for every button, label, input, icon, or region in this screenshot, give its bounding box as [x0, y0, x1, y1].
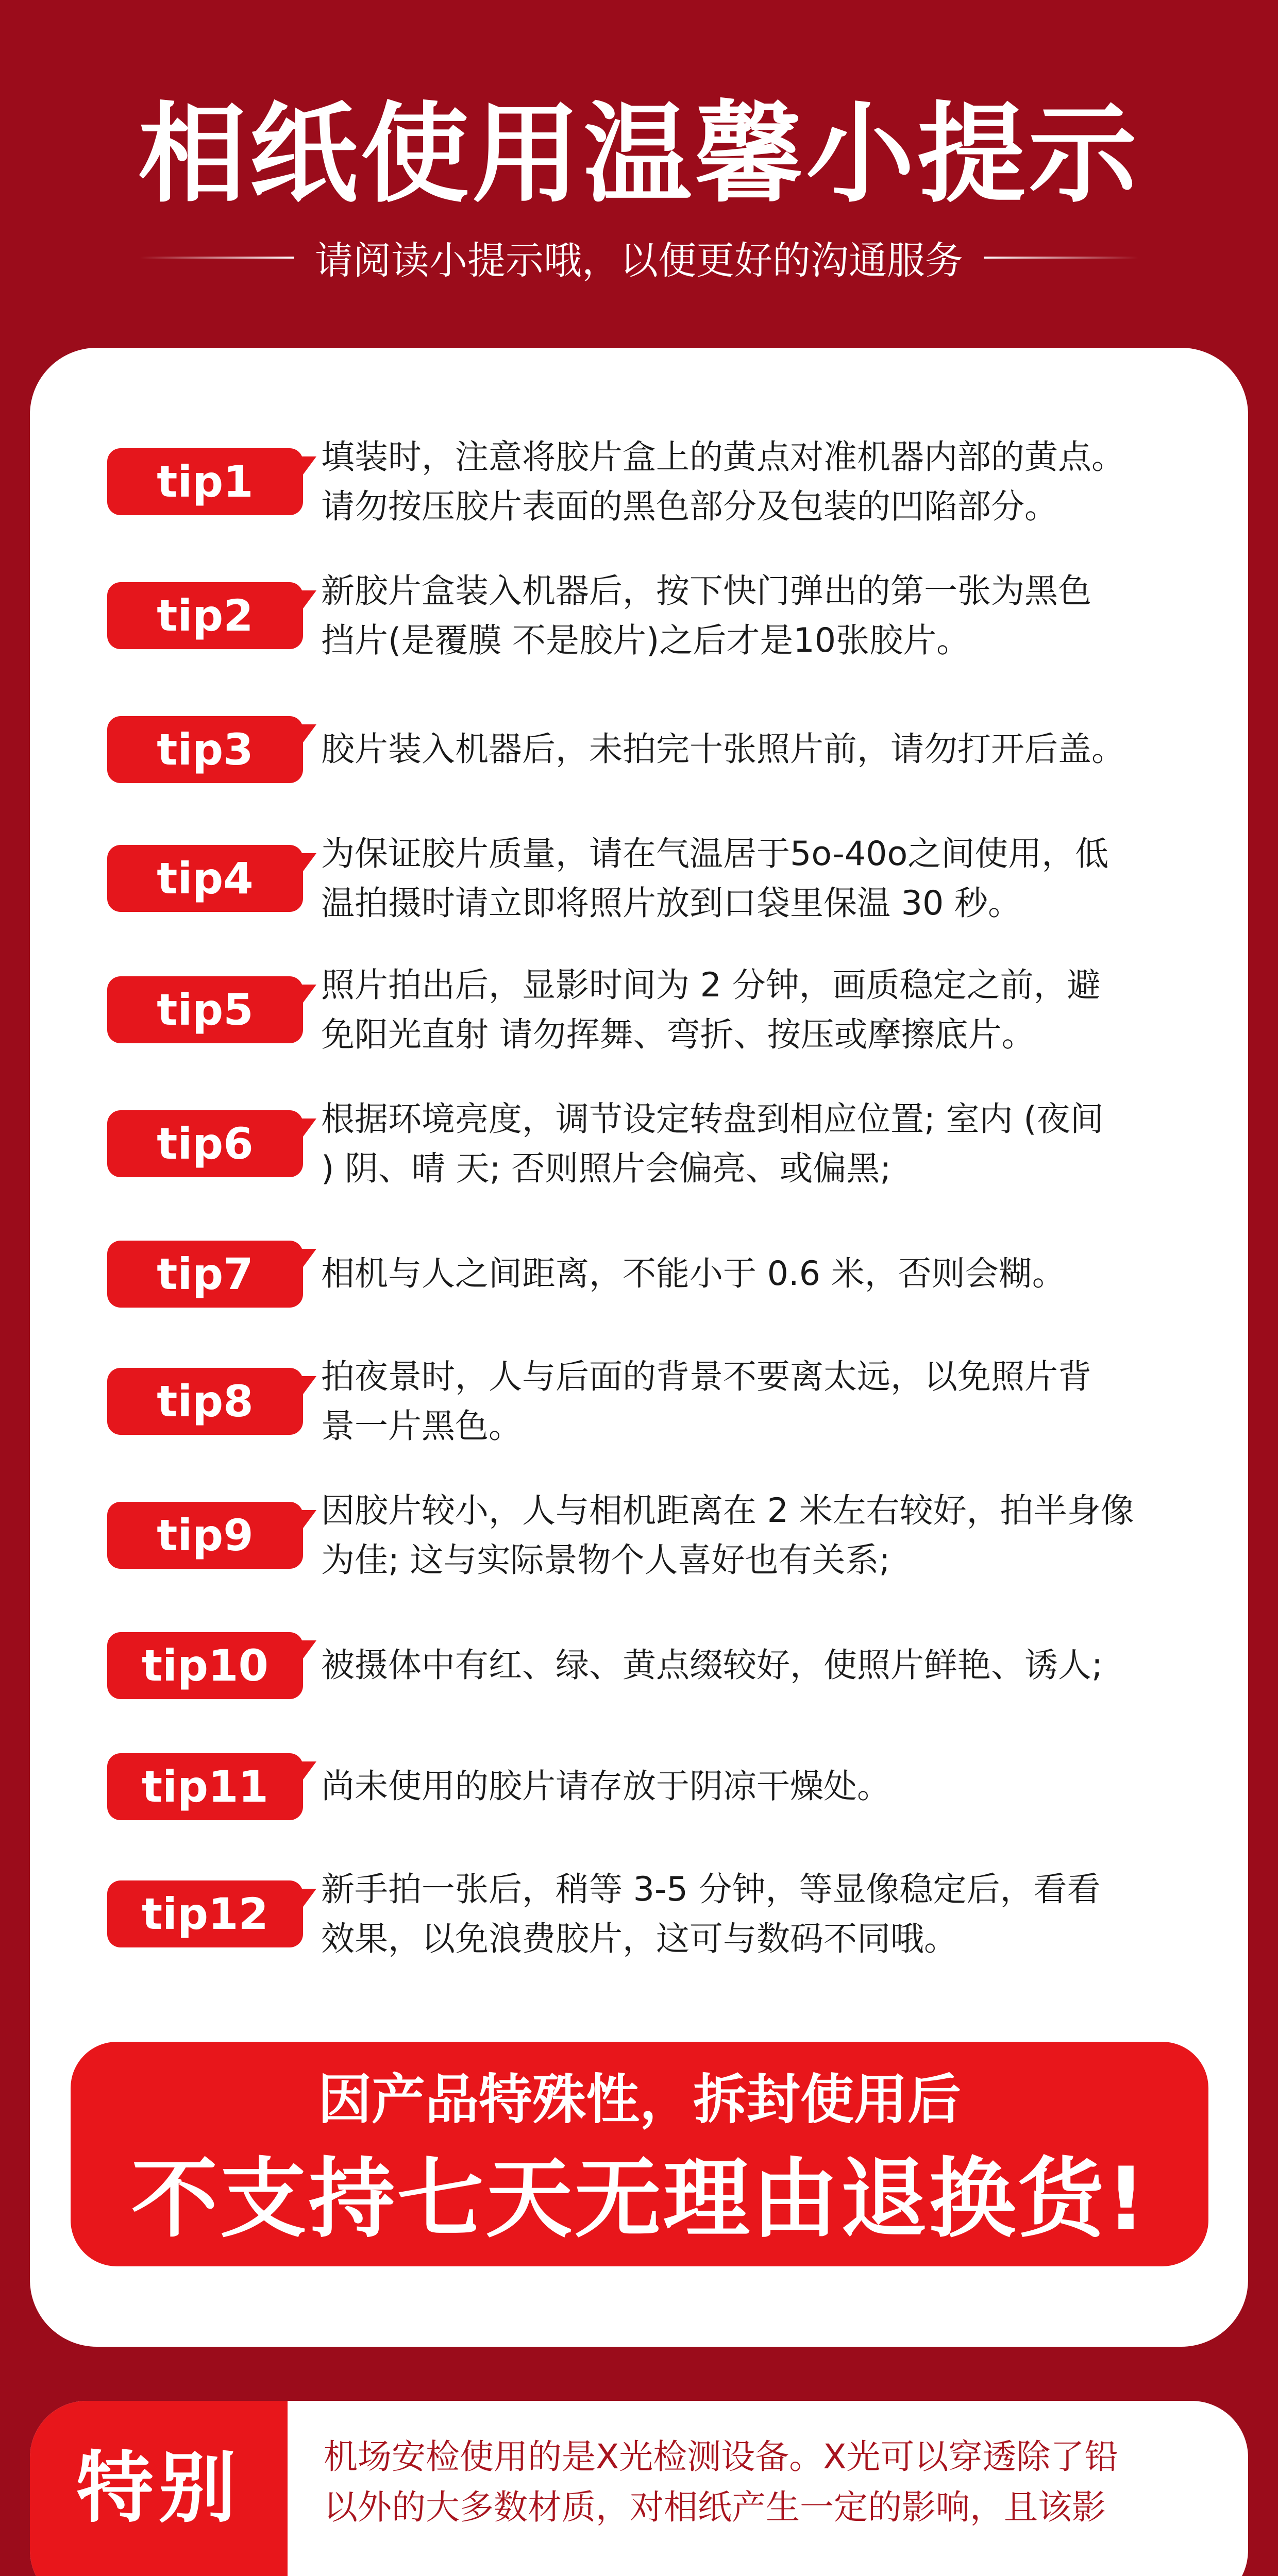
tip-badge: tip9 [107, 1502, 303, 1569]
special-reminder-card [30, 2401, 1248, 2576]
tip-text [321, 567, 1218, 666]
tip-text [321, 829, 1218, 928]
return-policy-notice [71, 2042, 1208, 2266]
tip-text-line: 景一片黑色。 [321, 1407, 523, 1446]
tip-text [321, 1762, 1218, 1811]
tip-badge: tip7 [107, 1241, 303, 1308]
tip-text-line: 为保证胶片质量，请在气温居于5o-40o之间使用，低 [321, 835, 1109, 873]
tip-text [321, 1865, 1218, 1964]
tip-text [321, 1641, 1218, 1690]
tip-badge: tip5 [107, 976, 303, 1043]
subtitle-row [0, 227, 1278, 289]
special-text-line: 机场安检使用的是X光检测设备。X光可以穿透除了铅 [324, 2437, 1119, 2477]
tip-badge: tip10 [107, 1632, 303, 1699]
tip-badge: tip3 [107, 716, 303, 783]
page-title: 相纸使用温馨小提示 [138, 91, 1140, 217]
tip-text [321, 1249, 1218, 1299]
tip-badge: tip12 [107, 1880, 303, 1947]
subtitle-divider-left [140, 257, 294, 259]
subtitle-divider-right [984, 257, 1138, 259]
tip-text [321, 725, 1218, 774]
page-subtitle: 请阅读小提示哦，以便更好的沟通服务 [315, 239, 963, 283]
tip-text-line: 请勿按压胶片表面的黑色部分及包装的凹陷部分。 [321, 487, 1058, 526]
tip-text-line: 被摄体中有红、绿、黄点缀较好，使照片鲜艳、诱人; [321, 1646, 1103, 1685]
special-reminder-text [324, 2432, 1210, 2533]
tip-text [321, 1486, 1218, 1585]
tip-text-line: 相机与人之间距离，不能小于 0.6 米，否则会糊。 [321, 1255, 1066, 1293]
tip-badge: tip8 [107, 1368, 303, 1435]
notice-line-2: 不支持七天无理由退换货! [131, 2148, 1148, 2249]
tip-text-line: 新手拍一张后，稍等 3-5 分钟，等显像稳定后，看看 [321, 1870, 1101, 1909]
tip-badge: tip2 [107, 582, 303, 649]
tip-text [321, 1095, 1218, 1194]
tip-badge: tip6 [107, 1110, 303, 1177]
special-reminder-tab: 特别 [30, 2401, 288, 2576]
tip-text-line: ) 阴、晴 天; 否则照片会偏亮、或偏黑; [321, 1149, 892, 1188]
tip-text-line: 效果，以免浪费胶片，这可与数码不同哦。 [321, 1920, 958, 1958]
tip-text-line: 根据环境亮度，调节设定转盘到相应位置; 室内 (夜间 [321, 1100, 1104, 1139]
tip-badge: tip4 [107, 845, 303, 912]
tip-text-line: 因胶片较小，人与相机距离在 2 米左右较好，拍半身像 [321, 1492, 1134, 1530]
tip-text-line: 新胶片盒装入机器后，按下快门弹出的第一张为黑色 [321, 572, 1092, 611]
tip-badge: tip11 [107, 1753, 303, 1820]
tip-text-line: 免阳光直射 请勿挥舞、弯折、按压或摩擦底片。 [321, 1015, 1035, 1054]
tip-text-line: 照片拍出后，显影时间为 2 分钟，画质稳定之前，避 [321, 966, 1101, 1005]
tip-text-line: 温拍摄时请立即将照片放到口袋里保温 30 秒。 [321, 884, 1022, 923]
tip-badge: tip1 [107, 448, 303, 515]
tip-text-line: 尚未使用的胶片请存放于阴凉干燥处。 [321, 1767, 891, 1806]
tip-text [321, 433, 1218, 532]
tip-text-line: 为佳; 这与实际景物个人喜好也有关系; [321, 1541, 890, 1580]
tip-text-line: 胶片装入机器后，未拍完十张照片前，请勿打开后盖。 [321, 730, 1125, 769]
tip-text-line: 填装时，注意将胶片盒上的黄点对准机器内部的黄点。 [321, 438, 1125, 477]
tip-text [321, 961, 1218, 1060]
notice-line-1: 因产品特殊性，拆封使用后 [317, 2068, 961, 2131]
special-text-line: 以外的大多数材质，对相纸产生一定的影响，且该影 [324, 2487, 1106, 2527]
tip-text-line: 挡片(是覆膜 不是胶片)之后才是10张胶片。 [321, 621, 970, 660]
tip-text-line: 拍夜景时，人与后面的背景不要离太远，以免照片背 [321, 1358, 1092, 1396]
tip-text [321, 1352, 1218, 1451]
